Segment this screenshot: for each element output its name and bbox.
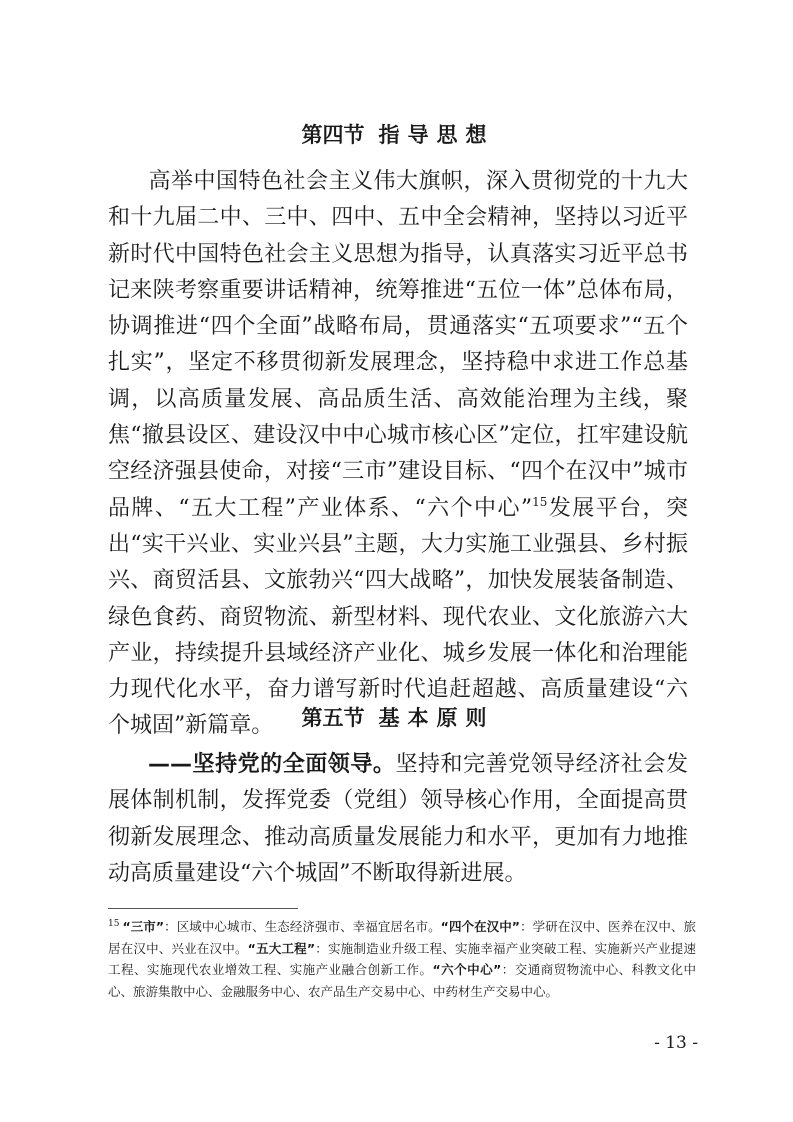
footnote-text-4: ：交通商贸物流中心、科教文化中心、旅游集散中心、金融服务中心、农产品生产交易中心、中药材生产交易中心。 [108,962,696,999]
footnote-text-2: ：学研在汉中、医养在汉中、旅居在汉中、兴业在汉中。 [108,919,696,956]
principle-text: 坚持和完善党领导经济社会发展体制机制，发挥党委（党组）领导核心作用，全面提高贯彻新发展理念、推动高质量发展能力和水平，更加有力地推动高质量建设“六个城固”不断取得新进展。 [108,752,688,886]
section-5-paragraph [108,747,688,892]
section-4-text-part2: 发展平台，突出“实干兴业、实业兴县”主题，大力实施工业强县、乡村振兴、商贸活县、文旅勃兴“四大战略”，加快发展装备制造、绿色食药、商贸物流、新型材料、现代农业、文化旅游六大产业，持续提升县域经济产业化、城乡发展一体化和治理能力现代化水平，奋力谱写新时代追赶超越、高质量建设“六个城固”新篇章。 [108,495,688,739]
principle-lead: ——坚持党的全面领导。 [148,752,396,777]
footnote-text-1: ：区域中心城市、生态经济强市、幸福宜居名市。 [164,919,441,934]
footnote-divider [108,908,298,909]
footnote-term-2: “四个在汉中” [440,919,521,934]
page-number: - 13 - [654,1033,698,1053]
footnote-term-4: “六个中心” [432,962,502,977]
section-5-heading [100,704,696,732]
section-4-heading [100,121,696,149]
section-4-label: 第四节 [301,123,365,147]
section-4-text-part1: 高举中国特色社会主义伟大旗帜，深入贯彻党的十九大和十九届二中、三中、四中、五中全会精神，坚持以习近平新时代中国特色社会主义思想为指导，认真落实习近平总书记来陕考察重要讲话精神，统筹推进“五位一体”总体布局，协调推进“四个全面”战略布局，贯通落实“五项要求”“五个扎实”，坚定不移贯彻新发展理念，坚持稳中求进工作总基调，以高质量发展、高品质生活、高效能治理为主线，聚焦“撤县设区、建设汉中中心城市核心区”定位，扛牢建设航空经济强县使命，对接“三市”建设目标、“四个在汉中”城市品牌、“五大工程”产业体系、“六个中心” [108,169,688,521]
section-5-title: 基本原则 [378,706,495,730]
footnote-number: 15 [108,919,120,929]
section-5-label: 第五节 [301,706,365,730]
footnote [108,916,696,1002]
footnote-term-1: “三市” [122,919,165,934]
section-4-paragraph [108,164,688,745]
footnote-text-3: ：实施制造业升级工程、实施幸福产业突破工程、实施新兴产业提速工程、实施现代农业增效工程、实施产业融合创新工作。 [108,940,696,977]
footnote-reference: 15 [532,494,548,509]
footnote-term-3: “五大工程” [247,940,316,956]
section-4-title: 指导思想 [378,123,495,147]
